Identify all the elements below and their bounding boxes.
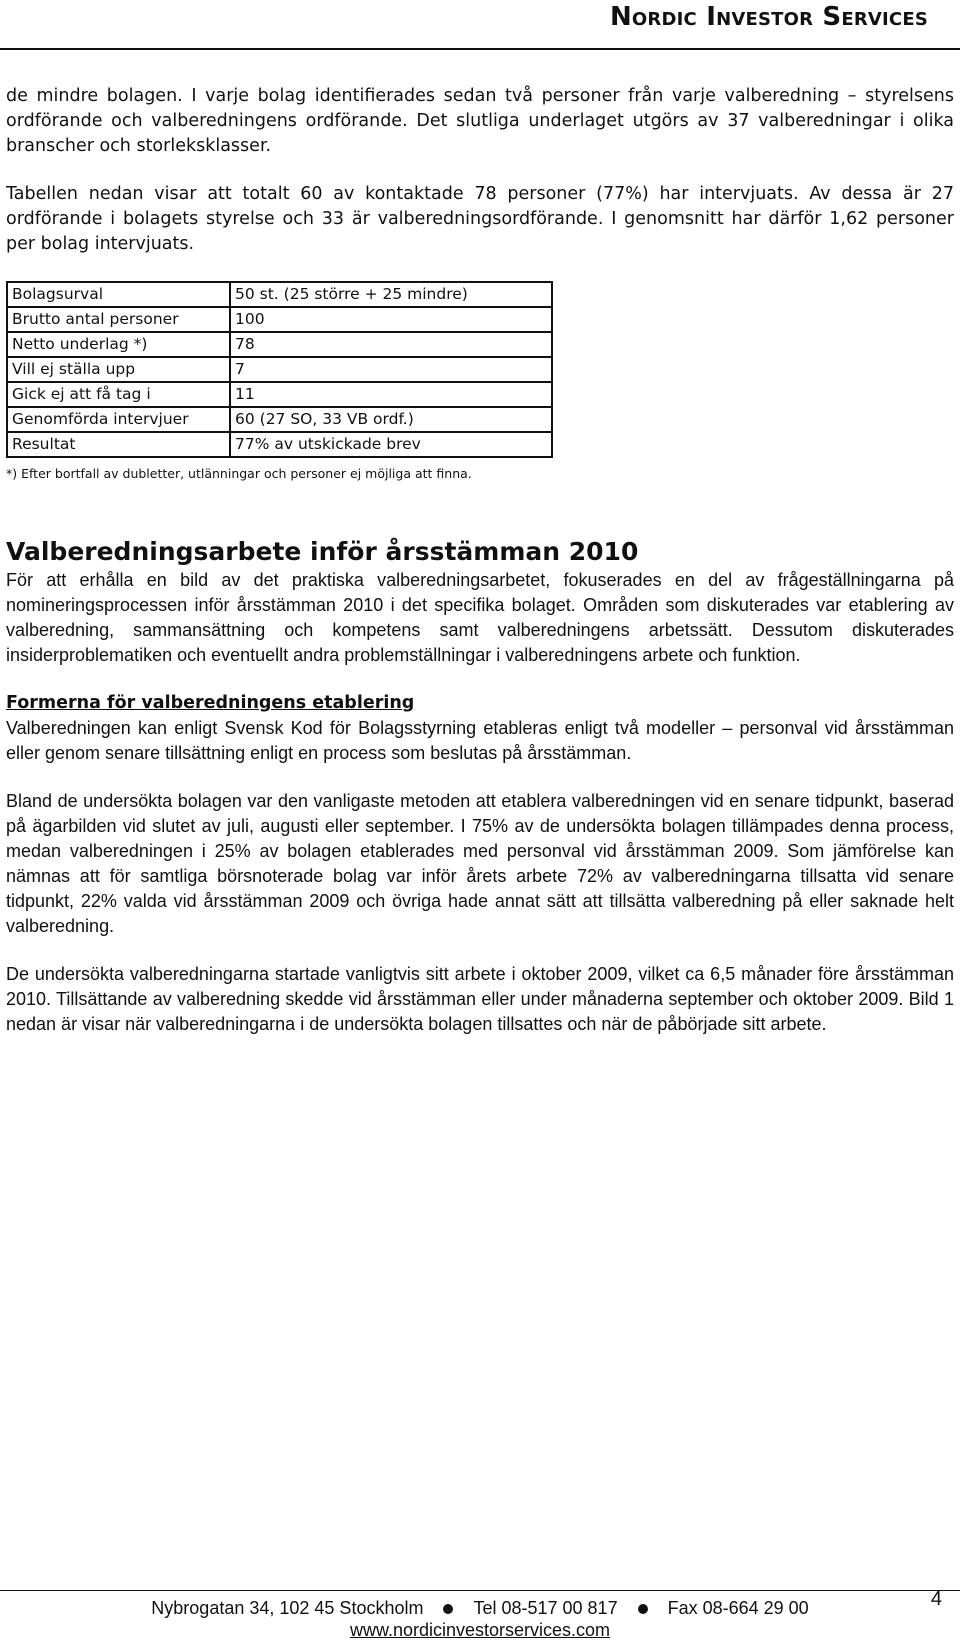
- table-cell-value: 11: [230, 382, 552, 407]
- table-row: [7, 332, 552, 357]
- page-header: [0, 0, 960, 50]
- table-footnote: *) Efter bortfall av dubletter, utlänningar och personer ej möjliga att finna.: [6, 466, 472, 481]
- intro-paragraph-1: de mindre bolagen. I varje bolag identifierades sedan två personer från varje valberedning – styrelsens ordförande och valberedningens ordförande. Det slutliga underlaget utgörs av 37 valberedningar i olika branscher och storleksklasser.: [6, 86, 954, 156]
- table-row: [7, 432, 552, 457]
- interview-summary-table: [6, 281, 553, 458]
- intro-paragraph-2: Tabellen nedan visar att totalt 60 av kontaktade 78 personer (77%) har intervjuats. Av dessa är 27 ordförande i bolagets styrelse och 33 är valberedningsordförande. I genomsnitt har därför 1,62 personer per bolag intervjuats.: [6, 184, 954, 254]
- table-row: [7, 282, 552, 307]
- section-paragraph-1: För att erhålla en bild av det praktiska valberedningsarbetet, fokuserades en del av frågeställningarna på nomineringsprocessen inför årsstämman 2010 i det specifika bolaget. Områden som diskuterades var etablering av valberedning, sammansättning och kompetens samt valberedningens arbetssätt. Dessutom diskuterades insiderproblematiken och eventuellt andra problemställningar i valberedningens arbete och funktion.: [6, 570, 954, 665]
- table-cell-label: Bolagsurval: [7, 282, 230, 307]
- footer-contact: [0, 1597, 960, 1619]
- table-cell-value: 60 (27 SO, 33 VB ordf.): [230, 407, 552, 432]
- section-title: Valberedningsarbete inför årsstämman 2010: [6, 537, 639, 566]
- footer-phone: Tel 08-517 00 817: [473, 1598, 618, 1618]
- table-cell-value: 7: [230, 357, 552, 382]
- table-cell-value: 100: [230, 307, 552, 332]
- table-cell-value: 78: [230, 332, 552, 357]
- table-cell-label: Netto underlag *): [7, 332, 230, 357]
- table-cell-label: Resultat: [7, 432, 230, 457]
- table-cell-value: 77% av utskickade brev: [230, 432, 552, 457]
- table-cell-value: 50 st. (25 större + 25 mindre): [230, 282, 552, 307]
- footer-website-link[interactable]: www.nordicinvestorservices.com: [349, 1620, 611, 1640]
- subsection-title: Formerna för valberedningens etablering: [6, 693, 415, 713]
- table-cell-label: Gick ej att få tag i: [7, 382, 230, 407]
- bullet-icon: [638, 1604, 648, 1614]
- footer-divider: [0, 1590, 960, 1591]
- brand-name: Nordic Investor Services: [609, 2, 928, 32]
- section-paragraph-2: Valberedningen kan enligt Svensk Kod för Bolagsstyrning etableras enligt två modeller – personval vid årsstämman eller genom senare tillsättning enligt en process som beslutas på årsstämman.: [6, 718, 954, 763]
- table-cell-label: Vill ej ställa upp: [7, 357, 230, 382]
- table-cell-label: Brutto antal personer: [7, 307, 230, 332]
- section-paragraph-4: De undersökta valberedningarna startade vanligtvis sitt arbete i oktober 2009, vilket ca 6,5 månader före årsstämman 2010. Tillsättande av valberedning skedde vid årsstämman eller under månaderna september och oktober 2009. Bild 1 nedan är visar när valberedningarna i de undersökta bolagen tillsattes och när de påbörjade sitt arbete.: [6, 964, 954, 1034]
- table-row: [7, 357, 552, 382]
- page-footer: [0, 1597, 960, 1641]
- page-number: 4: [930, 1588, 942, 1610]
- table-row: [7, 307, 552, 332]
- section-paragraph-3: Bland de undersökta bolagen var den vanligaste metoden att etablera valberedningen vid en senare tidpunkt, baserad på ägarbilden vid slutet av juli, augusti eller september. I 75% av de undersökta bolagen tillämpades denna process, medan valberedningen i 25% av bolagen etablerades med personval vid årsstämman 2009. Som jämförelse kan nämnas att för samtliga börsnoterade bolag var inför årets arbete 72% av valberedningarna tillsatta vid senare tidpunkt, 22% valda vid årsstämman 2009 och övriga hade annat sätt att tillsätta valberedning på eller saknade helt valberedning.: [6, 791, 954, 936]
- table-row: [7, 407, 552, 432]
- footer-fax: Fax 08-664 29 00: [667, 1598, 809, 1618]
- bullet-icon: [443, 1604, 453, 1614]
- footer-address: Nybrogatan 34, 102 45 Stockholm: [151, 1598, 424, 1618]
- page-content: [6, 84, 954, 1037]
- table-cell-label: Genomförda intervjuer: [7, 407, 230, 432]
- table-row: [7, 382, 552, 407]
